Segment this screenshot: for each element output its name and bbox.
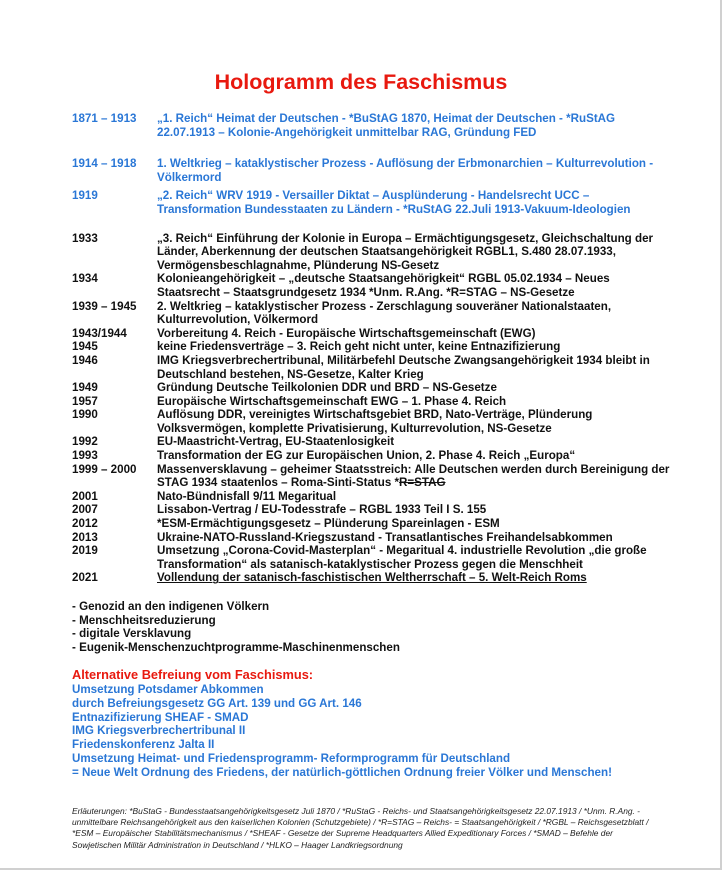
timeline-row: [72, 189, 672, 216]
timeline-row: [72, 408, 672, 435]
timeline-year: 1939 – 1945: [72, 299, 137, 313]
timeline-year: 1919: [72, 189, 98, 203]
timeline-year: 1993: [72, 449, 98, 463]
timeline-year: 2007: [72, 503, 98, 517]
timeline-row: [72, 463, 672, 490]
timeline-text: Massenversklavung – geheimer Staatsstreich: Alle Deutschen werden durch Bereinigung der STAG 1934 staatenlos – Roma-Sinti-Status *: [157, 462, 670, 490]
timeline-year: 1990: [72, 408, 98, 422]
timeline-text: 2. Weltkrieg – kataklystischer Prozess - Zerschlagung souveräner Nationalstaaten, Kulturrevolution, Völkermord: [157, 299, 612, 327]
timeline-text: Auflösung DDR, vereinigtes Wirtschaftsgebiet BRD, Nato-Verträge, Plünderung Volksvermögen, komplette Privatisierung, Kulturrevolution, NS-Gesetze: [157, 408, 593, 435]
timeline-year: 1999 – 2000: [72, 462, 137, 476]
timeline-row: [72, 544, 672, 571]
timeline-row: [72, 490, 672, 504]
timeline-row: [72, 157, 672, 184]
timeline-text: „1. Reich“ Heimat der Deutschen - *BuStAG 1870, Heimat der Deutschen - *RuStAG 22.07.1913 – Kolonie-Angehörigkeit unmittelbar RAG, Gründung FED: [157, 112, 616, 139]
timeline-year: 2012: [72, 517, 98, 531]
timeline: [72, 112, 672, 585]
timeline-row: [72, 449, 672, 463]
timeline-row: [72, 435, 672, 449]
list-item: - Menschheitsreduzierung: [72, 613, 216, 627]
timeline-text: Transformation der EG zur Europäischen Union, 2. Phase 4. Reich „Europa“: [157, 449, 576, 463]
timeline-year: 1943/1944: [72, 326, 127, 340]
timeline-text: Vollendung der satanisch-faschistischen Weltherrschaft – 5. Welt-Reich Roms: [157, 571, 587, 585]
timeline-text: Nato-Bündnisfall 9/11 Megaritual: [157, 489, 337, 503]
timeline-row: [72, 112, 672, 139]
timeline-row: [72, 503, 672, 517]
timeline-text: Lissabon-Vertrag / EU-Todesstrafe – RGBL 1933 Teil I S. 155: [157, 503, 487, 517]
list-item: = Neue Welt Ordnung des Friedens, der natürlich-göttlichen Ordnung freier Völker und Menschen!: [72, 765, 612, 779]
list-item: Umsetzung Heimat- und Friedensprogramm- Reformprogramm für Deutschland: [72, 751, 511, 765]
timeline-year: 2013: [72, 530, 98, 544]
timeline-row: [72, 340, 672, 354]
timeline-year: 1957: [72, 394, 98, 408]
list-item: Entnazifizierung SHEAF - SMAD: [72, 710, 249, 724]
timeline-text: Gründung Deutsche Teilkolonien DDR und BRD – NS-Gesetze: [157, 381, 497, 395]
timeline-row: [72, 272, 672, 299]
timeline-year: 2001: [72, 489, 98, 503]
timeline-text: „2. Reich“ WRV 1919 - Versailler Diktat – Ausplünderung - Handelsrecht UCC – Transformation Bundesstaaten zu Ländern - *RuStAG 22.Juli 1913-Vakuum-Ideologien: [157, 189, 631, 216]
timeline-text: *ESM-Ermächtigungsgesetz – Plünderung Spareinlagen - ESM: [157, 517, 500, 531]
timeline-row: [72, 571, 672, 585]
timeline-text: 1. Weltkrieg – kataklystischer Prozess - Auflösung der Erbmonarchien – Kulturrevolution - Völkermord: [157, 157, 654, 184]
list-item: - Genozid an den indigenen Völkern: [72, 600, 270, 613]
timeline-year: 1945: [72, 340, 98, 354]
timeline-row: [72, 381, 672, 395]
timeline-year: 2021: [72, 571, 98, 585]
page-title: Hologramm des Faschismus: [214, 70, 508, 94]
timeline-text: Kolonieangehörigkeit – „deutsche Staatsangehörigkeit“ RGBL 05.02.1934 – Neues Staatsrecht – Staatsgrundgesetz 1934 *Unm. R.Ang. *R=STAG – NS-Gesetze: [157, 272, 610, 299]
timeline-row: [72, 232, 672, 273]
list-item: Friedenskonferenz Jalta II: [72, 738, 215, 752]
list-item: - Eugenik-Menschenzuchtprogramme-Maschinenmenschen: [72, 641, 400, 655]
timeline-text: IMG Kriegsverbrechertribunal, Militärbefehl Deutsche Zwangsangehörigkeit 1934 bleibt in Deutschland bestehen, NS-Gesetze, Kalter Krieg: [157, 353, 650, 381]
timeline-row: [72, 300, 672, 327]
list-item: Umsetzung Potsdamer Abkommen: [72, 683, 264, 696]
alternative-heading: Alternative Befreiung vom Faschismus:: [72, 667, 314, 682]
consequences-list: [72, 600, 400, 655]
timeline-year: 1992: [72, 435, 98, 449]
timeline-row: [72, 327, 672, 341]
timeline-row: [72, 531, 672, 545]
timeline-text: Europäische Wirtschaftsgemeinschaft EWG – 1. Phase 4. Reich: [157, 394, 507, 408]
timeline-year: 1871 – 1913: [72, 112, 137, 125]
timeline-text-wrap: [157, 463, 672, 490]
timeline-year: 1933: [72, 231, 98, 245]
list-item: IMG Kriegsverbrechertribunal II: [72, 724, 246, 738]
timeline-year: 1934: [72, 272, 98, 286]
timeline-year: 1949: [72, 381, 98, 395]
list-item: - digitale Versklavung: [72, 627, 192, 641]
struck-text: R=STAG: [399, 476, 446, 490]
timeline-year: 1946: [72, 353, 98, 367]
list-item: durch Befreiungsgesetz GG Art. 139 und GG Art. 146: [72, 696, 362, 710]
timeline-text: Vorbereitung 4. Reich - Europäische Wirtschaftsgemeinschaft (EWG): [157, 326, 536, 340]
alternative-list: [72, 683, 692, 780]
timeline-text: keine Friedensverträge – 3. Reich geht nicht unter, keine Entnazifizierung: [157, 340, 561, 354]
timeline-text: Umsetzung „Corona-Covid-Masterplan“ - Megaritual 4. industrielle Revolution „die große Transformation“ als satanisch-kataklystischer Prozess gegen die Menschheit: [157, 544, 647, 571]
timeline-year: 2019: [72, 544, 98, 558]
timeline-row: [72, 395, 672, 409]
footnotes: Erläuterungen: *BuStaG - Bundesstaatsangehörigkeitsgesetz Juli 1870 / *RuStaG - Reichs- und Staatsangehörigkeitsgesetz 22.07.1913 / *Unm. R.Ang. - unmittelbare Reichsangehörigkeit aus den kaiserlichen Kolonien (Schutzgebiete) / *R=STAG – Reichs- = Staatsangehörigkeit / *RGBL – Reichsgesetzblatt / *ESM – Europäischer Stabilitätsmechanismus / *SHEAF - Gesetze der Supreme Headquarters Allied Expeditionary Forces / *SMAD – Befehle der Sowjetischen Militär Administration in Deutschland / *HLKO – Haager Landkriegsordnung: [72, 806, 649, 850]
timeline-text: „3. Reich“ Einführung der Kolonie in Europa – Ermächtigungsgesetz, Gleichschaltung der Länder, Aberkennung der deutschen Staatsangehörigkeit RGBL1, S.480 28.07.1933, Vermögensbeschlagnahme, Plünderung NS-Gesetz: [157, 231, 654, 272]
timeline-text: Ukraine-NATO-Russland-Kriegszustand - Transatlantisches Freihandelsabkommen: [157, 530, 613, 544]
timeline-row: [72, 517, 672, 531]
timeline-row: [72, 354, 672, 381]
timeline-text: EU-Maastricht-Vertrag, EU-Staatenlosigkeit: [157, 435, 395, 449]
timeline-year: 1914 – 1918: [72, 157, 137, 171]
